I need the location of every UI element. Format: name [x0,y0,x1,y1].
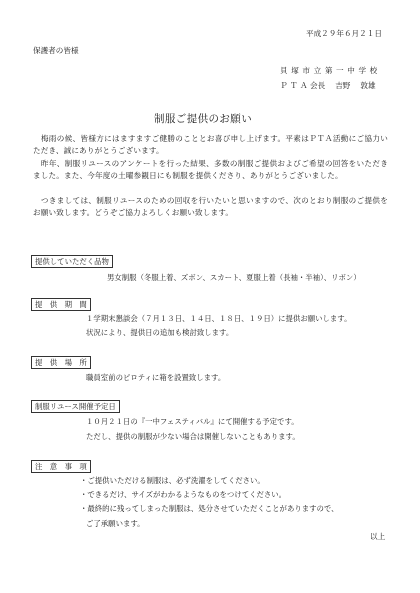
section-label-period: 提 供 期 間 [31,298,91,311]
section-label-notes: 注 意 事 項 [31,460,91,473]
note-3: ・最終的に残ってしまった制服は、処分させていただくことがありますので、 [80,504,339,513]
closing: 以上 [370,532,386,541]
section-label-items: 提供していただく品物 [31,255,113,268]
date: 平成２９年６月２１日 [306,29,382,38]
note-3-continued: ご了承願います。 [86,519,145,528]
period-line-2: 状況により、提供日の追加も検討致します。 [86,328,234,337]
section-label-event: 制服リユース開催予定日 [31,400,120,413]
note-1: ・ご提供いただける制服は、必ず洗濯をしてください。 [80,476,265,485]
items-text: 男女制服（冬服上着、ズボン、スカート、夏服上着（長袖・半袖）、リボン） [107,273,361,282]
event-line-2: ただし、提供の制服が少ない場合は開催しないこともあります。 [86,432,300,441]
recipient: 保護者の皆様 [33,46,79,55]
paragraph-greeting: 梅雨の候、皆様方にはますますご健勝のこととお喜び申し上げます。平素はＰＴＡ活動にご協力いただき、誠にありがとうございます。 [33,134,388,156]
place-text: 職員室前のピロティに箱を設置致します。 [86,373,226,382]
school-name: 貝 塚 市 立 第 一 中 学 校 [280,66,378,75]
event-line-1: １０月２１日の『一中フェスティバル』にて開催する予定です。 [86,417,299,426]
section-label-place: 提 供 場 所 [31,356,91,369]
paragraph-survey: 昨年、制服リユースのアンケートを行った結果、多数の制服ご提供およびご希望の回答をいただきました。また、今年度の土曜参観日にも制服を提供くださり、ありがとうございました。 [33,159,388,181]
paragraph-request: つきましては、制服リユースのための回収を行いたいと思いますので、次のとおり制服のご提供をお願い致します。どうぞご協力よろしくお願い致します。 [33,196,388,218]
pta-president: Ｐ Ｔ Ａ 会長 吉野 敦雄 [280,81,376,90]
period-line-1: １学期末懇談会（７月１３日、１４日、１８日、１９日）に提供お願いします。 [86,314,352,323]
note-2: ・できるだけ、サイズがわかるようなものをつけてください。 [80,490,287,499]
page-title: 制服ご提供のお願い [154,113,253,125]
